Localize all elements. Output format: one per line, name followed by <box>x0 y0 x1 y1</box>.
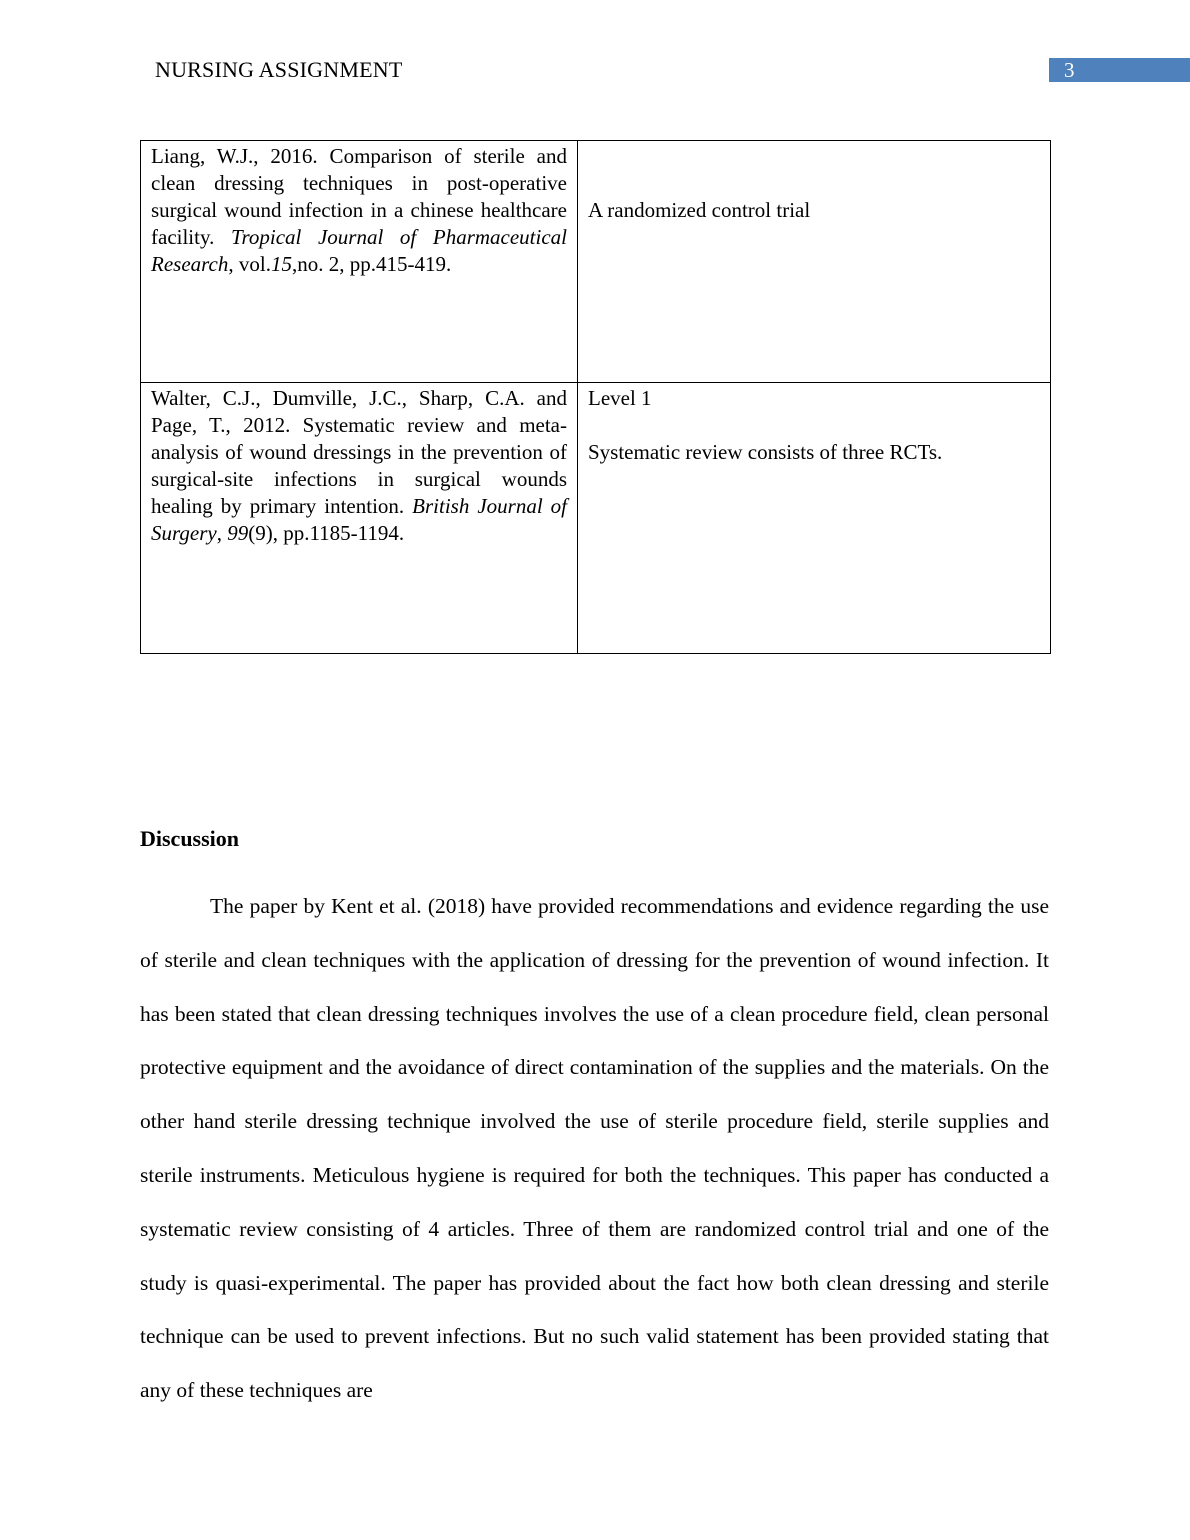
citation-text <box>151 385 567 547</box>
citation-issue-pages: ,no. 2, pp.415-419. <box>291 252 452 276</box>
evidence-text: Systematic review consists of three RCTs. <box>588 440 943 464</box>
page-header-title: NURSING ASSIGNMENT <box>155 57 403 82</box>
citation-issue-pages: (9), pp.1185-1194. <box>248 521 405 545</box>
evidence-cell <box>578 383 1051 654</box>
citation-authors-title: Walter, C.J., Dumville, J.C., Sharp, C.A. and Page, T., 2012. Systematic review and meta-analysis of wound dressings in the prevention of surgical-site infections in surgical wounds healing by primary intention. <box>151 386 567 518</box>
evidence-text: A randomized control trial <box>588 198 811 222</box>
citation-volume: 15 <box>270 252 292 276</box>
citation-authors-title: Liang, W.J., 2016. Comparison of sterile and clean dressing techniques in post-operative surgical wound infection in a chinese healthcare facility. <box>151 144 567 249</box>
citation-journal: Tropical Journal of Pharmaceutical Research <box>151 225 567 276</box>
citation-cell <box>141 383 578 654</box>
discussion-paragraph: The paper by Kent et al. (2018) have provided recommendations and evidence regarding the use of sterile and clean techniques with the application of dressing for the prevention of wound infection. It has been stated that clean dressing techniques involves the use of a clean procedure field, clean personal protective equipment and the avoidance of direct contamination of the supplies and the materials. On the other hand sterile dressing technique involved the use of sterile procedure field, sterile supplies and sterile instruments. Meticulous hygiene is required for both the techniques. This paper has conducted a systematic review consisting of 4 articles. Three of them are randomized control trial and one of the study is quasi-experimental. The paper has provided about the fact how both clean dressing and sterile technique can be used to prevent infections. But no such valid statement has been provided stating that any of these techniques are <box>140 894 1049 1403</box>
citation-journal: British Journal of Surgery <box>151 494 567 545</box>
references-table <box>140 140 1051 654</box>
table-row <box>141 141 1051 383</box>
page-number: 3 <box>1049 58 1190 82</box>
evidence-cell <box>578 141 1051 383</box>
citation-text <box>151 143 567 278</box>
discussion-heading: Discussion <box>140 826 240 851</box>
citation-separator: , <box>216 521 228 545</box>
citation-cell <box>141 141 578 383</box>
table-row <box>141 383 1051 654</box>
citation-volume: 99 <box>227 521 249 545</box>
citation-separator: , vol. <box>228 252 271 276</box>
evidence-level: Level 1 <box>588 386 652 410</box>
